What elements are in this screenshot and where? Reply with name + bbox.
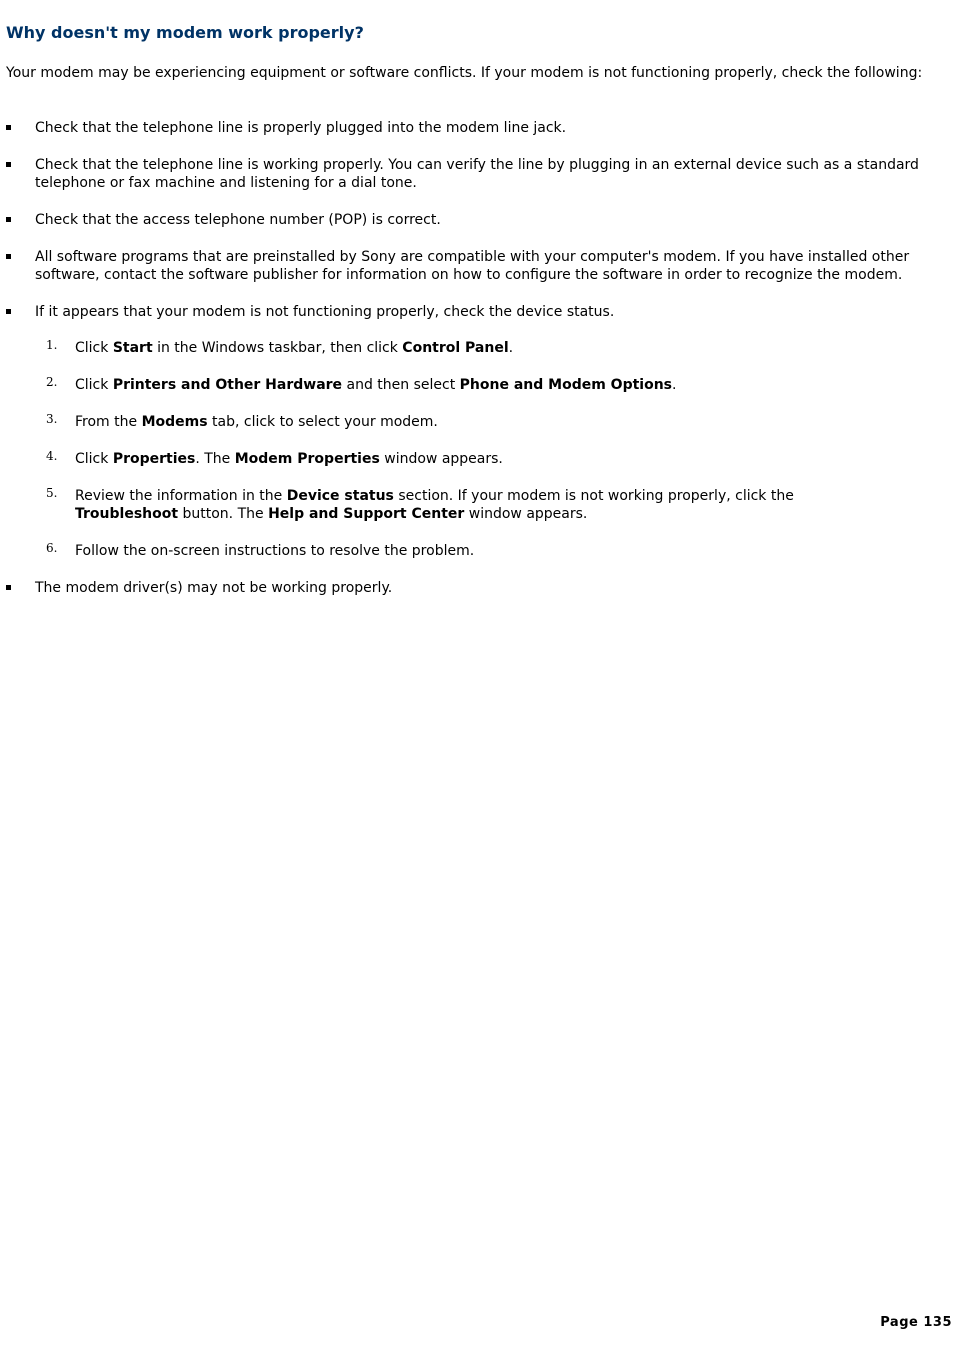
bullet-marker [6, 217, 11, 222]
step-item [46, 450, 886, 468]
list-item-text: Check that the telephone line is properly plugged into the modem line jack. [35, 120, 567, 136]
step-number: 6. [46, 541, 58, 555]
step-number: 5. [46, 486, 58, 500]
step-text-part: Click [75, 340, 113, 356]
steps-container [6, 339, 926, 560]
step-text-part: section. If your modem is not working properly, click the [393, 488, 794, 504]
step-text-part: Review the information in the [75, 488, 287, 504]
step-text-part: window appears. [464, 506, 588, 522]
list-item [6, 303, 926, 321]
ui-label: Modems [141, 414, 208, 430]
step-number: 4. [46, 449, 58, 463]
list-item-text: If it appears that your modem is not functioning properly, check the device status. [35, 304, 615, 320]
ui-label: Start [112, 340, 153, 356]
step-text-part: Click [75, 451, 113, 467]
step-text [75, 340, 513, 356]
step-text-part: . The [195, 451, 235, 467]
step-text-part: . [508, 340, 514, 356]
list-item [6, 211, 926, 229]
step-number: 3. [46, 412, 58, 426]
step-text-part: From the [75, 414, 142, 430]
step-text [75, 377, 676, 393]
page-number: Page 135 [880, 1315, 952, 1330]
bullet-marker [6, 254, 11, 259]
step-text [75, 543, 474, 559]
step-text-part: window appears. [379, 451, 503, 467]
ui-label: Properties [112, 451, 196, 467]
ui-label: Help and Support Center [268, 506, 465, 522]
ui-label: Control Panel [402, 340, 509, 356]
ui-label: Troubleshoot [75, 506, 179, 522]
step-text [75, 414, 438, 430]
list-item [6, 248, 926, 284]
steps-list [46, 339, 886, 560]
step-item [46, 542, 886, 560]
list-item-text: All software programs that are preinstalled by Sony are compatible with your computer's modem. If you have installed other software, contact the software publisher for information on how to configure the software in order to recognize the modem. [35, 249, 910, 283]
intro-paragraph: Your modem may be experiencing equipment or software conflicts. If your modem is not functioning properly, check the following: [6, 65, 923, 81]
bullet-marker [6, 585, 11, 590]
ui-label: Device status [286, 488, 394, 504]
step-item [46, 487, 886, 523]
bullet-marker [6, 125, 11, 130]
step-item [46, 339, 886, 357]
list-item [6, 579, 926, 597]
step-text [75, 488, 794, 522]
step-text-part: Click [75, 377, 113, 393]
list-item-text: The modem driver(s) may not be working properly. [35, 580, 393, 596]
ui-label: Modem Properties [234, 451, 380, 467]
step-text-part: and then select [342, 377, 460, 393]
bullet-marker [6, 162, 11, 167]
ui-label: Phone and Modem Options [459, 377, 673, 393]
step-text-part: tab, click to select your modem. [207, 414, 438, 430]
step-number: 2. [46, 375, 58, 389]
page-title: Why doesn't my modem work properly? [6, 23, 364, 42]
step-text [75, 451, 503, 467]
step-item [46, 376, 886, 394]
list-item [6, 156, 926, 192]
step-number: 1. [46, 338, 58, 352]
step-text-part: . [672, 377, 677, 393]
step-text-part: in the Windows taskbar, then click [152, 340, 403, 356]
checklist [6, 119, 926, 616]
step-item [46, 413, 886, 431]
ui-label: Printers and Other Hardware [112, 377, 343, 393]
step-text-part: button. The [178, 506, 269, 522]
bullet-marker [6, 309, 11, 314]
step-text-part: Follow the on-screen instructions to resolve the problem. [75, 543, 475, 559]
list-item [6, 119, 926, 137]
list-item-text: Check that the telephone line is working properly. You can verify the line by plugging in an external device such as a standard telephone or fax machine and listening for a dial tone. [35, 157, 919, 191]
list-item-text: Check that the access telephone number (POP) is correct. [35, 212, 441, 228]
